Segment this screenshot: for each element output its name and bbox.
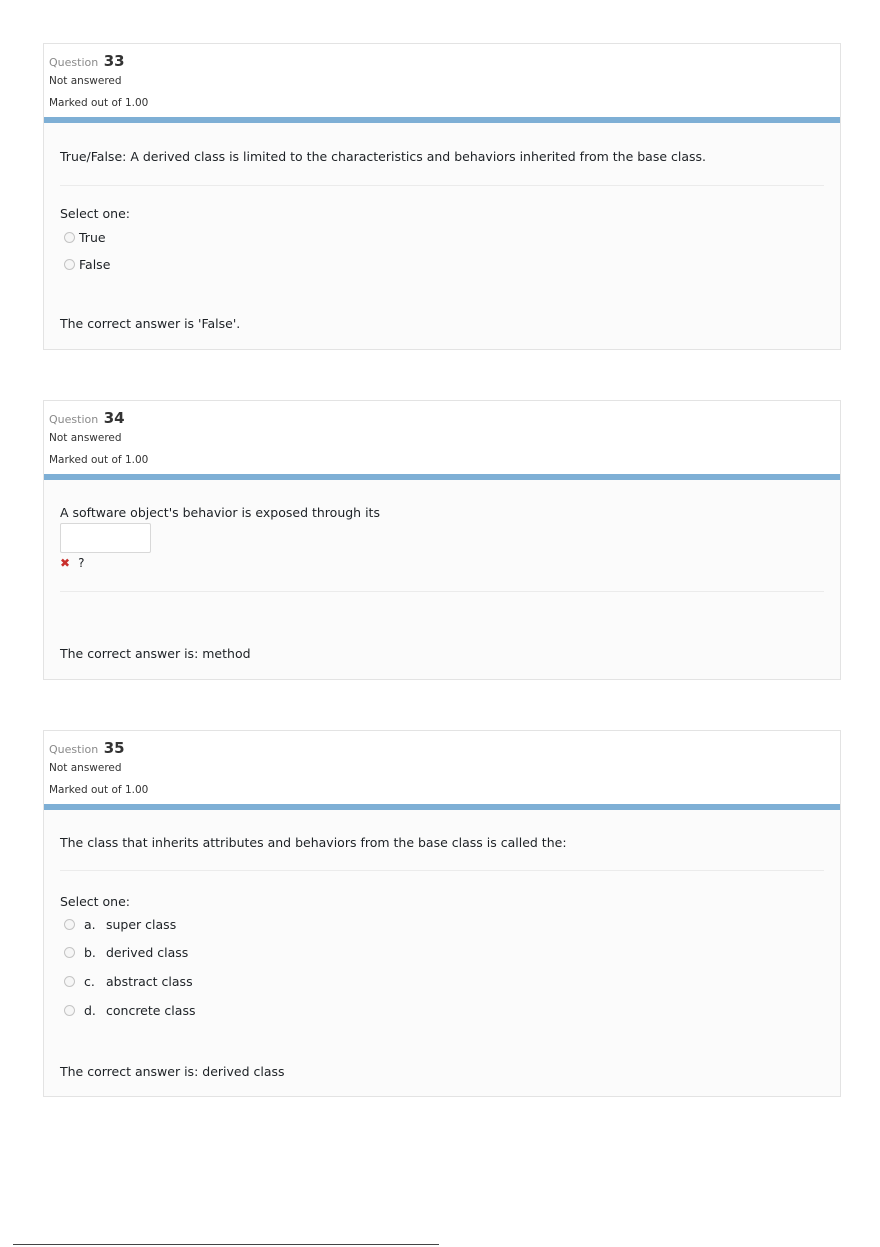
- option-label: super class: [106, 917, 177, 932]
- question-grade: Marked out of 1.00: [49, 784, 149, 796]
- option-true[interactable]: [64, 230, 106, 245]
- question-text: The class that inherits attributes and behaviors from the base class is called the:: [60, 835, 567, 850]
- option-label: False: [79, 257, 111, 272]
- info-bar: [44, 117, 840, 123]
- option-label: abstract class: [106, 974, 193, 989]
- select-one-prompt: Select one:: [60, 206, 131, 221]
- question-info: [44, 731, 840, 804]
- radio-button[interactable]: [64, 232, 75, 243]
- option-b[interactable]: [64, 945, 188, 960]
- right-answer: The correct answer is: method: [60, 646, 251, 661]
- option-label: derived class: [106, 945, 189, 960]
- question-number: Question 34: [49, 409, 125, 427]
- question-number: Question 35: [49, 739, 125, 757]
- answer-input[interactable]: [60, 523, 151, 553]
- question-grade: Marked out of 1.00: [49, 454, 149, 466]
- question-number: Question 33: [49, 52, 125, 70]
- question-card-35: [43, 730, 841, 1097]
- option-a[interactable]: [64, 917, 176, 932]
- question-info: [44, 401, 840, 474]
- question-state: Not answered: [49, 432, 122, 444]
- option-d[interactable]: [64, 1003, 195, 1018]
- divider: [60, 591, 824, 592]
- question-info: [44, 44, 840, 117]
- option-label: concrete class: [106, 1003, 196, 1018]
- radio-button[interactable]: [64, 1005, 75, 1016]
- question-state: Not answered: [49, 762, 122, 774]
- option-letter: a.: [84, 917, 96, 932]
- radio-button[interactable]: [64, 976, 75, 987]
- question-grade: Marked out of 1.00: [49, 97, 149, 109]
- select-one-prompt: Select one:: [60, 894, 131, 909]
- question-card-33: [43, 43, 841, 350]
- feedback-row: [60, 556, 84, 570]
- info-bar: [44, 474, 840, 480]
- radio-button[interactable]: [64, 947, 75, 958]
- radio-button[interactable]: [64, 919, 75, 930]
- footer-line: [13, 1244, 439, 1245]
- incorrect-x-icon: ✖: [60, 556, 71, 570]
- divider: [60, 870, 824, 871]
- radio-button[interactable]: [64, 259, 75, 270]
- right-answer: The correct answer is 'False'.: [60, 316, 241, 331]
- option-letter: d.: [84, 1003, 96, 1018]
- question-text: A software object's behavior is exposed through its: [60, 505, 380, 520]
- option-c[interactable]: [64, 974, 193, 989]
- option-label: True: [79, 230, 106, 245]
- option-false[interactable]: [64, 257, 110, 272]
- question-text: True/False: A derived class is limited to the characteristics and behaviors inherited from the base class.: [60, 149, 707, 164]
- question-card-34: [43, 400, 841, 680]
- option-letter: b.: [84, 945, 96, 960]
- option-letter: c.: [84, 974, 95, 989]
- right-answer: The correct answer is: derived class: [60, 1064, 285, 1079]
- info-bar: [44, 804, 840, 810]
- question-state: Not answered: [49, 75, 122, 87]
- divider: [60, 185, 824, 186]
- feedback-mark: ?: [78, 556, 85, 570]
